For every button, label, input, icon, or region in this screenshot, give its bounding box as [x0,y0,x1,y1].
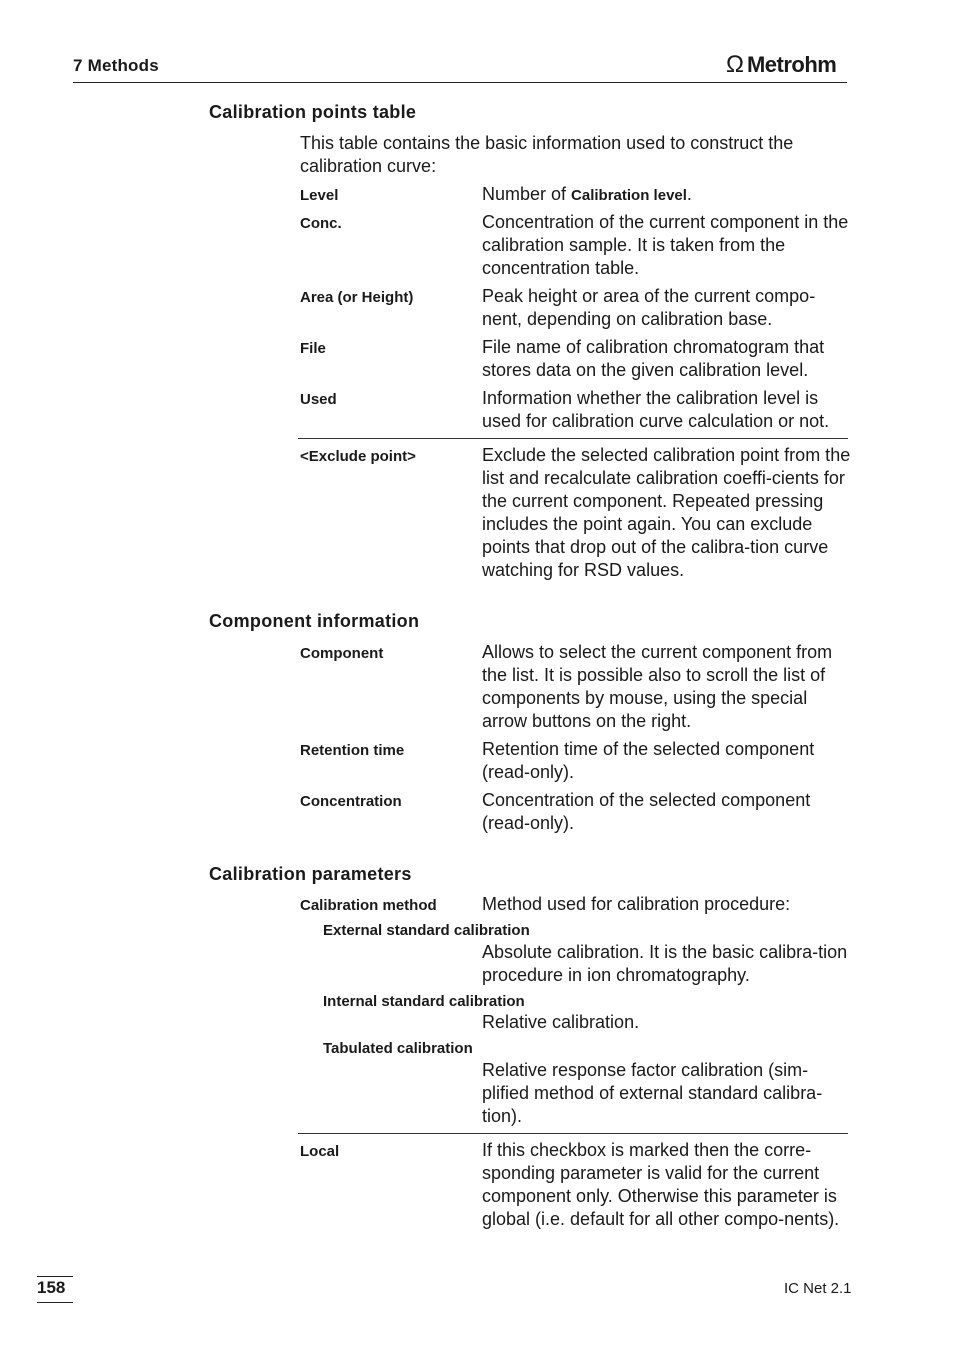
desc-component: Allows to select the current component from the list. It is possible also to scroll the list of components by mouse, using the special arrow buttons on the right. [482,642,833,731]
term-internal-standard: Internal standard calibration [323,993,525,1010]
product-name: IC Net 2.1 [784,1280,852,1297]
desc-file: File name of calibration chromatogram that stores data on the given calibration level. [482,337,825,380]
brand-logo [726,52,836,78]
divider [298,1133,848,1134]
term-calibration-method: Calibration method [300,897,437,914]
page-number: 158 [37,1278,73,1303]
section-intro: This table contains the basic information used to construct the calibration curve: [300,133,794,176]
term-file: File [300,340,326,357]
term-used: Used [300,391,337,408]
section-heading-calibration-parameters: Calibration parameters [209,864,412,884]
chapter-title: 7 Methods [73,56,159,75]
term-conc: Conc. [300,215,342,232]
desc-retention-time: Retention time of the selected component (read-only). [482,739,815,782]
desc-level: Number of Calibration level. [482,184,692,204]
omega-icon: Ω [726,51,744,78]
desc-area: Peak height or area of the current compo-nent, depending on calibration base. [482,286,816,329]
header-divider [73,82,847,83]
term-area: Area (or Height) [300,289,414,306]
term-tabulated: Tabulated calibration [323,1040,473,1057]
section-heading-calibration-points-table: Calibration points table [209,102,417,122]
term-exclude-point: <Exclude point> [300,448,416,465]
brand-name: Metrohm [746,52,837,77]
term-retention-time: Retention time [300,742,405,759]
term-external-standard: External standard calibration [323,922,530,939]
desc-exclude-point: Exclude the selected calibration point from the list and recalculate calibration coeffi-cients for the current component. Repeated pressing includes the point again. You can exclude points that drop out of the calibra-tion curve watching for RSD values. [482,445,851,580]
desc-conc: Concentration of the current component in the calibration sample. It is taken from the concentration table. [482,212,849,278]
desc-concentration: Concentration of the selected component (read-only). [482,790,811,833]
desc-internal-standard: Relative calibration. [482,1012,640,1032]
term-level: Level [300,187,339,204]
term-concentration: Concentration [300,793,402,810]
term-local: Local [300,1143,340,1160]
page-number-rule [37,1276,73,1277]
desc-used: Information whether the calibration level is used for calibration curve calculation or not. [482,388,830,431]
desc-tabulated: Relative response factor calibration (sim-plified method of external standard calibra-tion). [482,1060,823,1126]
desc-calibration-method: Method used for calibration procedure: [482,894,791,914]
section-heading-component-information: Component information [209,611,420,631]
term-component: Component [300,645,384,662]
divider [298,438,848,439]
desc-local: If this checkbox is marked then the corre-sponding parameter is valid for the current component only. Otherwise this parameter is global (i.e. default for all other compo-nents). [482,1140,840,1229]
desc-external-standard: Absolute calibration. It is the basic calibra-tion procedure in ion chromatography. [482,942,848,985]
